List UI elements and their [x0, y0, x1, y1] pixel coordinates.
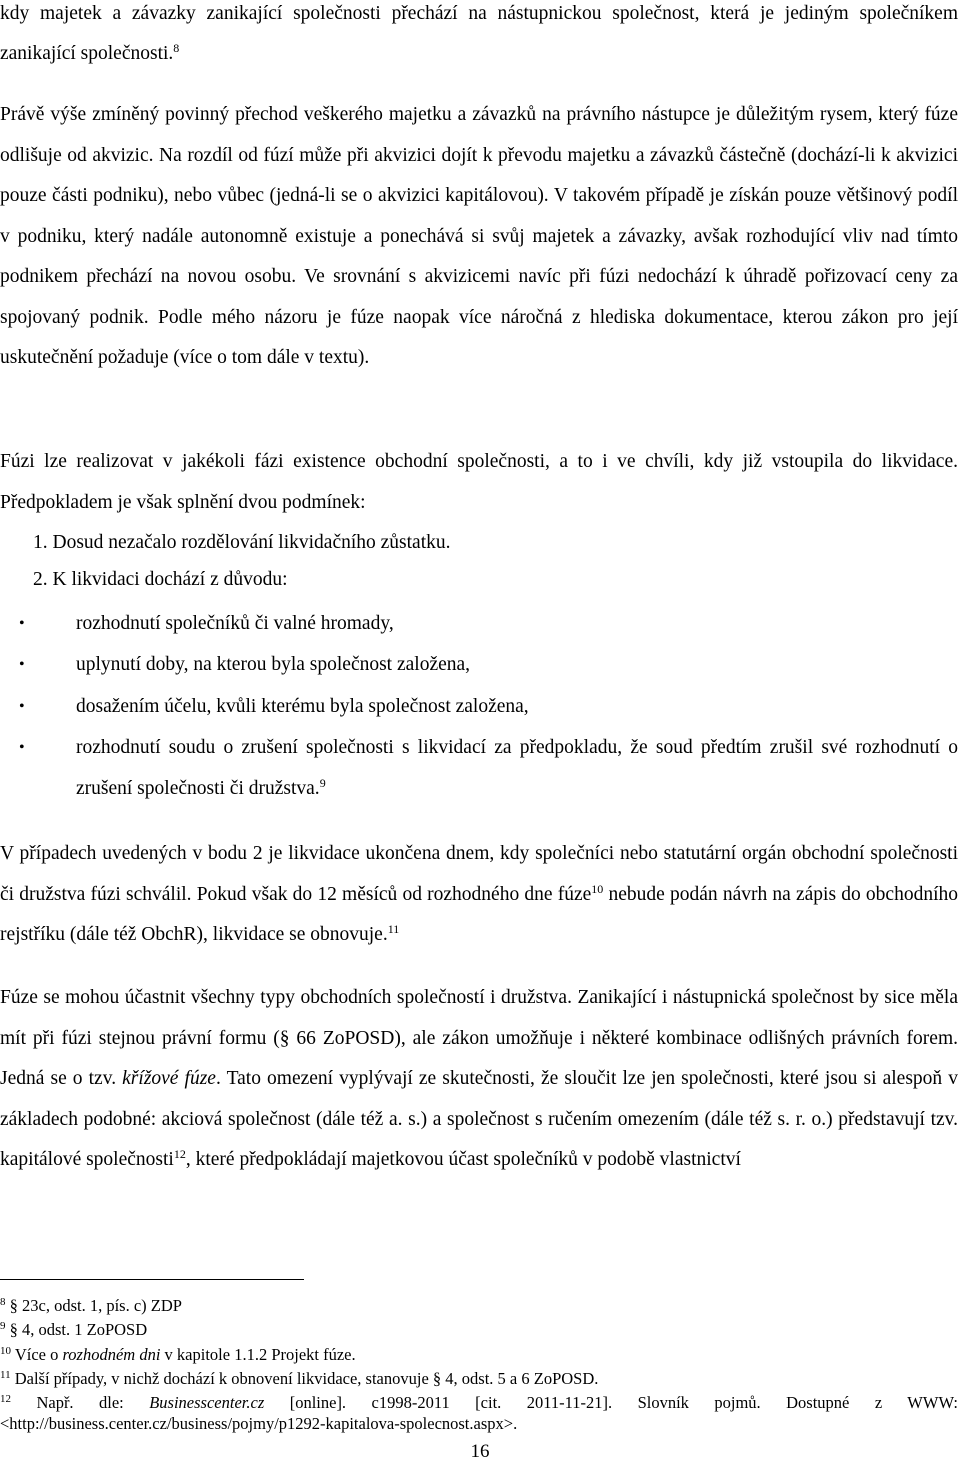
paragraph-text: nebude podán návrh na zápis do obchodního rejstříku (dále též ObchR), likvidace se obnovuje. [0, 883, 959, 945]
footnote-11 [0, 1368, 958, 1389]
paragraph-fuze-vs-akvizice [0, 95, 958, 379]
item-text: rozhodnutí soudu o zrušení společnosti s likvidací za předpokladu, že soud předtím zrušil své rozhodnutí o zrušení společnosti či družstva. [76, 737, 958, 799]
paragraph-text: Fúze se mohou účastnit všechny typy obchodních společností i družstva. Zanikající i nástupnická společnost by sice měla mít při fúzi stejnou právní formu (§ 66 ZoPOSD), ale zákon umožňuje i některé kombinace odlišných právních forem. Jedná se o tzv. [0, 987, 958, 1089]
footnote-text: v kapitole 1.1.2 Projekt fúze. [160, 1345, 356, 1364]
paragraph-text: kdy majetek a závazky zanikající společnosti přechází na nástupnickou společnost, která je jediným společníkem zanikající společnosti. [0, 3, 958, 64]
footnote-text: Další případy, v nichž dochází k obnovení likvidace, stanovuje § 4, odst. 5 a 6 ZoPOSD. [14, 1369, 599, 1388]
paragraph-text: . Tato omezení vyplývají ze skutečnosti, že sloučit lze jen společnosti, které jsou si alespoň v základech podobné: akciová společnost (dále též a. s.) a společnost s ručením omezením (dále též s. r. o.) představují tzv. kapitálové společnosti [0, 1068, 958, 1170]
footnote-text: Více o [14, 1345, 63, 1364]
paragraph-typy-spolecnosti [0, 978, 958, 1181]
bullet-item-2 [19, 644, 958, 685]
item-text: K likvidaci dochází z důvodu: [52, 569, 288, 590]
paragraph-text: Právě výše zmíněný povinný přechod veškerého majetku a závazků na právního nástupce je důležitým rysem, který fúze odlišuje od akvizic. Na rozdíl od fúzí může při akvizici dojít k převodu majetku a závazků částečně (dochází-li k akvizici pouze části podniku), nebo vůbec (jedná-li se o akvizici kapitálovou). V takovém případě je získán pouze většinový podíl v podniku, který nadále autonomně existuje a ponechává si svůj majetek a závazky, avšak rozhodující vliv nad tímto podnikem přechází na novou osobu. Ve srovnání s akvizicemi navíc při fúzi nedochází k úhradě pořizovací ceny za spojovaný podnik. Podle mého názoru je fúze naopak více náročná z hlediska dokumentace, kterou zákon pro její uskutečnění požaduje (více o tom dále v textu). [0, 104, 958, 368]
item-text: dosažením účelu, kvůli kterému byla společnost založena, [76, 696, 529, 717]
item-number: 2. [33, 569, 48, 590]
footnote-text: [online]. c1998-2011 [cit. 2011-11-21]. Slovník pojmů. Dostupné z WWW: <http://business.center.cz/business/pojmy/p1292-kapitalova-spolecnost.aspx>. [0, 1393, 958, 1433]
footnote-number: 12 [0, 1393, 11, 1405]
paragraph-intro [0, 0, 958, 74]
footnote-text: § 23c, odst. 1, pís. c) ZDP [9, 1296, 182, 1315]
bullet-icon: • [19, 656, 25, 673]
emphasis-text: Businesscenter.cz [149, 1393, 265, 1412]
item-text: uplynutí doby, na kterou byla společnost založena, [76, 654, 471, 675]
bullet-item-3 [19, 686, 958, 727]
numbered-item-1 [33, 525, 933, 561]
bullet-icon: • [19, 739, 25, 756]
footnote-ref-10[interactable]: 10 [591, 881, 604, 896]
bullet-item-1 [19, 603, 958, 644]
paragraph-text: Fúzi lze realizovat v jakékoli fázi existence obchodní společnosti, a to i ve chvíli, kdy již vstoupila do likvidace. Předpokladem je však splnění dvou podmínek: [0, 451, 958, 513]
footnote-12 [0, 1392, 958, 1434]
item-text: rozhodnutí společníků či valné hromady, [76, 613, 394, 634]
footnote-text: Např. dle: [36, 1393, 150, 1412]
footnote-number: 11 [0, 1369, 11, 1381]
page-number: 16 [470, 1441, 490, 1462]
emphasis-text: rozhodném dni [62, 1345, 161, 1364]
footnote-number: 9 [0, 1320, 6, 1332]
bullet-icon: • [19, 615, 25, 632]
item-text: Dosud nezačalo rozdělování likvidačního zůstatku. [52, 532, 451, 553]
footnote-number: 10 [0, 1345, 11, 1357]
footnote-ref-9[interactable]: 9 [319, 776, 326, 790]
footnote-number: 8 [0, 1296, 6, 1308]
paragraph-fuze-likvidace [0, 442, 958, 523]
bullet-item-4 [19, 727, 958, 809]
emphasis-text: křížové fúze [122, 1068, 216, 1089]
paragraph-text: , které předpokládají majetkovou účast společníků v podobě vlastnictví [185, 1149, 741, 1170]
item-number: 1. [33, 532, 48, 553]
footnote-8 [0, 1295, 958, 1316]
footnote-10 [0, 1344, 958, 1365]
paragraph-text: V případech uvedených v bodu 2 je likvidace ukončena dnem, kdy společníci nebo statutární orgán obchodní společnosti či družstva fúzi schválil. Pokud však do 12 měsíců od rozhodného dne fúze [0, 843, 958, 905]
footnote-ref-11[interactable]: 11 [387, 922, 400, 936]
numbered-item-2 [33, 562, 933, 598]
footnote-9 [0, 1319, 958, 1340]
footnote-ref-8[interactable]: 8 [173, 41, 180, 55]
footnote-divider [0, 1279, 304, 1280]
footnote-text: § 4, odst. 1 ZoPOSD [9, 1320, 148, 1339]
bullet-icon: • [19, 698, 25, 715]
footnote-ref-12[interactable]: 12 [173, 1147, 186, 1161]
paragraph-ukonceni-likvidace [0, 834, 958, 956]
